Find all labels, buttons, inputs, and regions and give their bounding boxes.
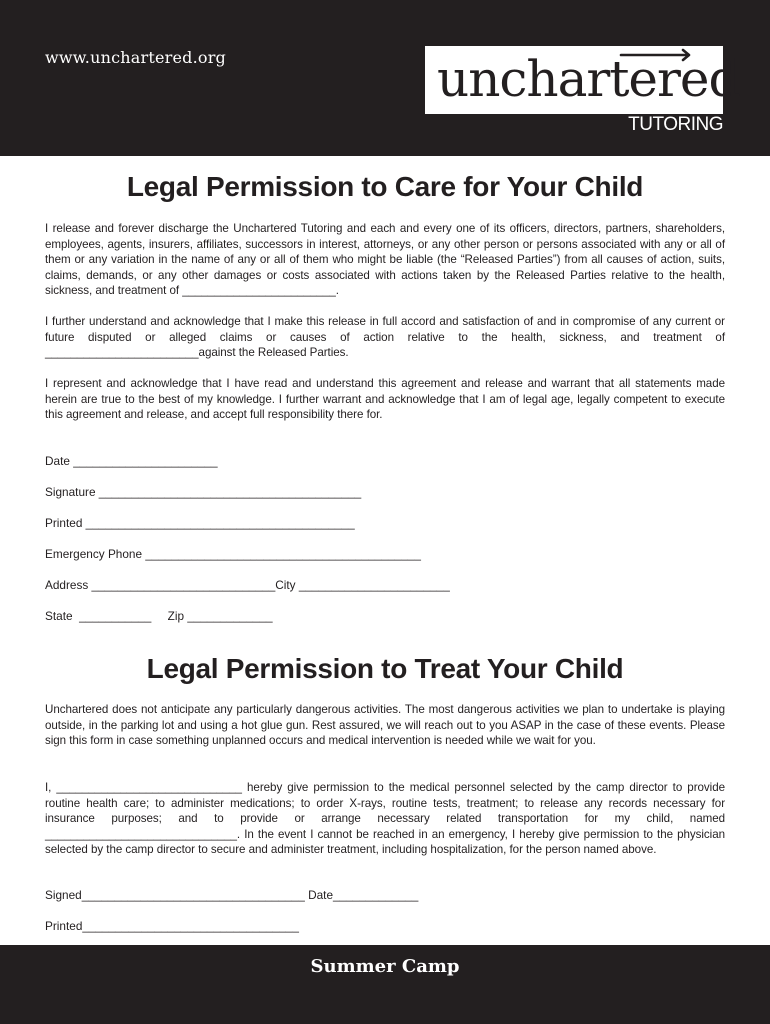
printed-name-field[interactable]: Printed_________________________________ bbox=[45, 919, 299, 933]
footer-label: Summer Camp bbox=[310, 956, 460, 977]
activities-paragraph: Unchartered does not anticipate any particularly dangerous activities. The most dangerous activities we plan to undertake is playing outside, in the parking lot and using a hot glue gun. Rest assured, we will reach out to you ASAP in the case of these events. Please sign this form in case something unplanned occurs and medical intervention is needed while we wait for you. bbox=[45, 703, 725, 747]
site-url: www.unchartered.org bbox=[45, 48, 227, 67]
acknowledge-paragraph: I further understand and acknowledge that I make this release in full accord and satisfaction of and in compromise of any current or future disputed or alleged claims or causes of action relative to the health, sickness, and treatment of ________________________against the Released Parties. bbox=[45, 315, 725, 359]
address-city-field[interactable]: Address ____________________________City _______________________ bbox=[45, 578, 450, 592]
emergency-phone-field[interactable]: Emergency Phone __________________________________________ bbox=[45, 547, 421, 561]
treat-title: Legal Permission to Treat Your Child bbox=[146, 653, 624, 684]
printed-field[interactable]: Printed _________________________________________ bbox=[45, 516, 355, 530]
date-field[interactable]: Date ______________________ bbox=[45, 454, 218, 468]
logo bbox=[425, 46, 740, 114]
footer-band bbox=[0, 945, 770, 1024]
permission-paragraph: I, _____________________________ hereby give permission to the medical personnel selected by the camp director to provide routine health care; to administer medications; to order X-rays, routine tests, treatment; to release any records necessary for insurance purposes; and to provide or arrange necessary related transportation for my child, named ______________________________. In the event I cannot be reached in an emergency, I hereby give permission to the physician selected by the camp director to secure and administer treatment, including hospitalization, for the person named above. bbox=[45, 781, 725, 856]
header-band bbox=[0, 0, 770, 156]
state-zip-field[interactable]: State ___________ Zip _____________ bbox=[45, 609, 273, 623]
logo-wordmark: unchartered bbox=[437, 50, 740, 108]
logo-subtitle: TUTORING bbox=[628, 114, 723, 135]
care-title: Legal Permission to Care for Your Child bbox=[126, 171, 644, 202]
release-paragraph: I release and forever discharge the Unchartered Tutoring and each and every one of its officers, directors, partners, shareholders, employees, agents, insurers, affiliates, successors in interest, attorneys, or any other person or persons associated with any or all of them or any variation in the name of any or all of them who might be liable (the “Released Parties”) from all causes of action, suits, claims, demands, or any other damages or costs associated with actions taken by the Released Parties relative to the health, sickness, and treatment of ________________________. bbox=[45, 222, 725, 297]
signed-date-field[interactable]: Signed__________________________________ Date_____________ bbox=[45, 888, 419, 902]
signature-field[interactable]: Signature ________________________________________ bbox=[45, 485, 362, 499]
logo-arrow-icon bbox=[425, 46, 723, 114]
represent-paragraph: I represent and acknowledge that I have read and understand this agreement and release and warrant that all statements made herein are true to the best of my knowledge. I further warrant and acknowledge that I am of legal age, legally competent to execute this agreement and release, and accept full responsibility there for. bbox=[45, 377, 725, 421]
